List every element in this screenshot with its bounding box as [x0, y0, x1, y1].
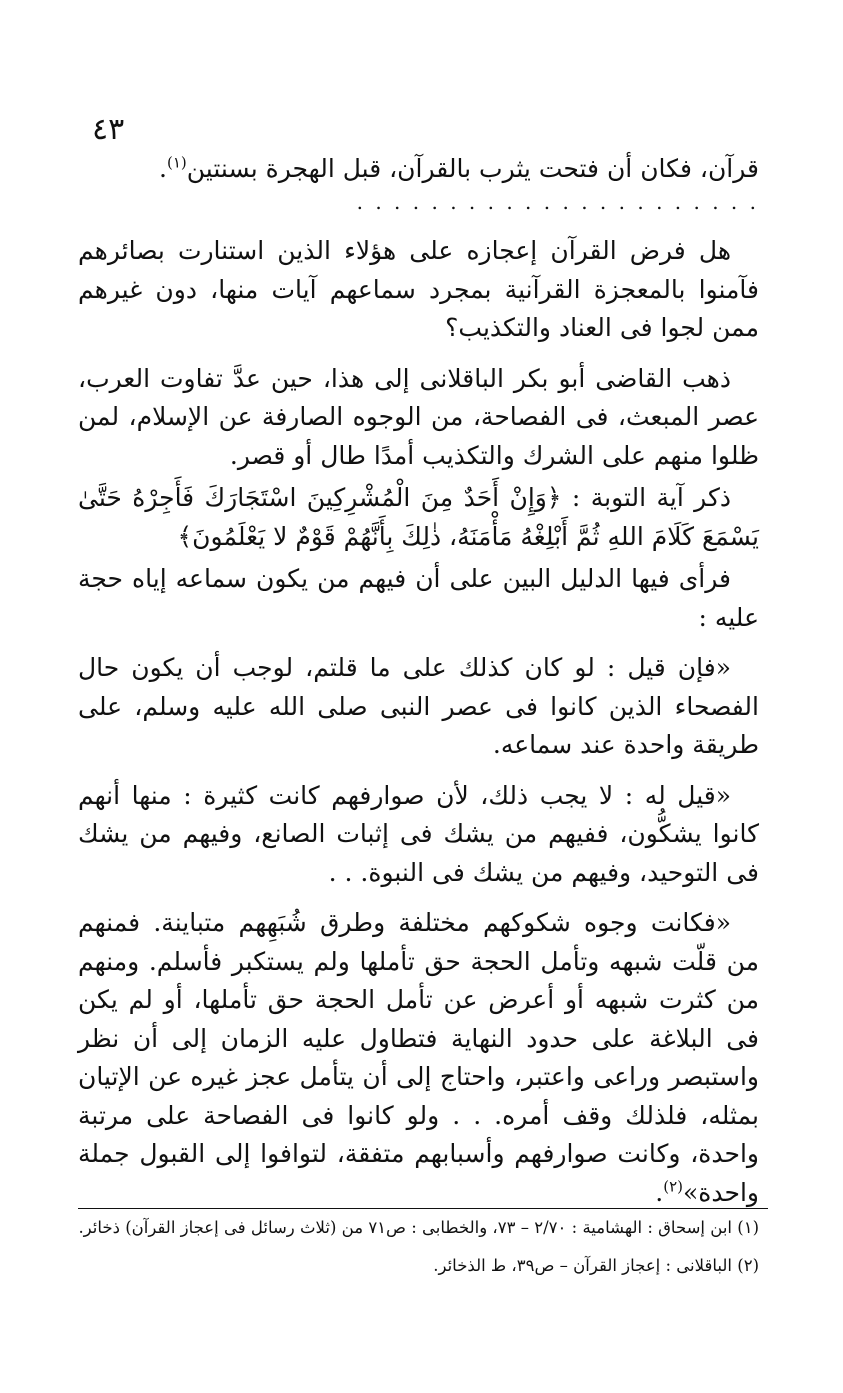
intro-line-end: . [159, 154, 167, 183]
footnote-ref-1: (١) [167, 153, 187, 172]
footnote-ref-2: (٢) [663, 1177, 683, 1196]
intro-line-text: قرآن، فكان أن فتحت يثرب بالقرآن، قبل الهجرة بسنتين [186, 154, 759, 183]
page-number: ٤٣ [92, 112, 125, 147]
intro-line [79, 150, 759, 188]
footnote-1: (١) ابن إسحاق : الهشامية : ٢/٧٠ – ٧٣، والخطابى : ص٧١ من (ثلاث رسائل فى إعجاز القرآن) ذخائر. [78, 1218, 759, 1237]
paragraph-evidence: فرأى فيها الدليل البين على أن فيهم من يكون سماعه إياه حجة عليه : [78, 564, 759, 632]
paragraph-baqillani: ذهب القاضى أبو بكر الباقلانى إلى هذا، حين عدَّ تفاوت العرب، عصر المبعث، فى الفصاحة، من الوجوه الصارفة عن الإسلام، لمن ظلوا منهم على الشرك والتكذيب أمدًا طال أو قصر. [78, 363, 759, 470]
quote-explanation [78, 904, 759, 1212]
footnote-divider [78, 1208, 768, 1209]
quote-objection: «فإن قيل : لو كان كذلك على ما قلتم، لوجب أن يكون حال الفصحاء الذين كانوا فى عصر النبى صلى الله عليه وسلم، على طريقة واحدة عند سماعه. [78, 653, 759, 759]
quote-explanation-end: . [655, 1177, 664, 1207]
paragraph-quran-verse: ذكر آية التوبة : ﴿وَإِنْ أَحَدٌ مِنَ الْمُشْرِكِينَ اسْتَجَارَكَ فَأَجِرْهُ حَتَّىٰ يَسْمَعَ كَلَامَ اللهِ ثُمَّ أَبْلِغْهُ مَأْمَنَهُ، ذٰلِكَ بِأَنَّهُمْ قَوْمٌ لا يَعْلَمُونَ﴾ [78, 483, 759, 551]
section-separator: . . . . . . . . . . . . . . . . . . . . . . [356, 190, 759, 214]
footnotes [78, 1214, 759, 1290]
footnote-2: (٢) الباقلانى : إعجاز القرآن – ص٣٩، ط الذخائر. [433, 1256, 759, 1275]
quote-reply: «قيل له : لا يجب ذلك، لأن صوارفهم كانت كثيرة : منها أنهم كانوا يشكُّون، ففيهم من يشك فى إثبات الصانع، وفيهم من يشك فى التوحيد، وفيهم من يشك فى النبوة. . . [78, 780, 759, 887]
paragraph-question: هل فرض القرآن إعجازه على هؤلاء الذين استنارت بصائرهم فآمنوا بالمعجزة القرآنية بمجرد سماعهم آيات منها، دون غيرهم ممن لجوا فى العناد والتكذيب؟ [78, 236, 759, 342]
main-text [78, 232, 759, 1224]
quote-explanation-text: «فكانت وجوه شكوكهم مختلفة وطرق شُبَهِهم متباينة. فمنهم من قلّت شبهه وتأمل الحجة حق تأملها ولم يستكبر فأسلم. ومنهم من كثرت شبهه أو أعرض عن تأمل الحجة حق تأملها، أو لم يكن فى البلاغة على حدود النهاية فتطاول عليه الزمان إلى أن نظر واستبصر وراعى واعتبر، واحتاج إلى أن يتأمل عجز غيره عن الإتيان بمثله، فلذلك وقف أمره. . . ولو كانوا فى الفصاحة على مرتبة واحدة، وكانت صوارفهم وأسبابهم متفقة، لتوافوا إلى القبول جملة واحدة» [78, 908, 759, 1207]
